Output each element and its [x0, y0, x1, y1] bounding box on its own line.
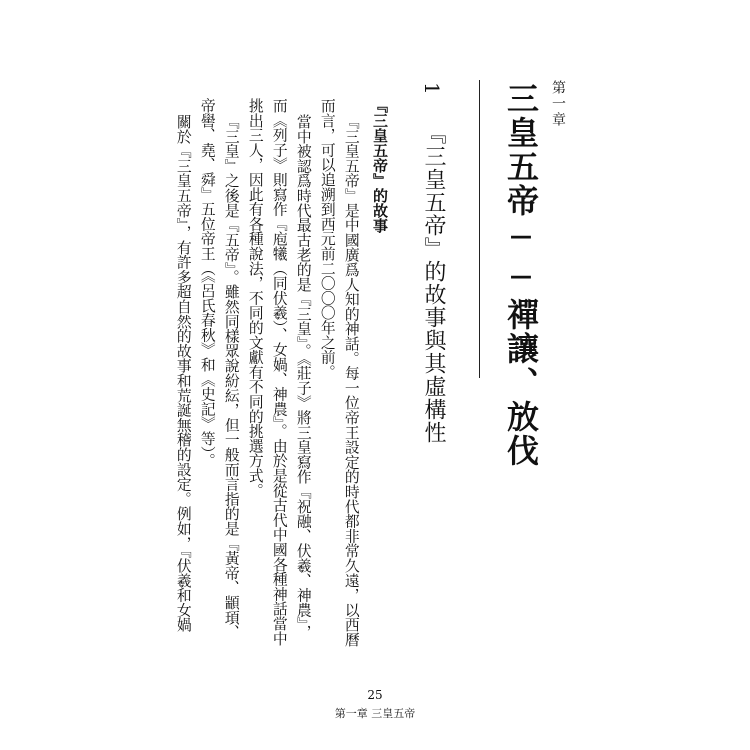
- body-line-7: 帝嚳、堯、舜』五位帝王（《呂氏春秋》和《史記》等）。: [198, 98, 216, 468]
- section-divider-rule: [479, 80, 480, 378]
- body-line-2: 而言，可以追溯到西元前二〇〇〇年之前。: [318, 98, 336, 380]
- body-line-8: 關於『三皇五帝』，有許多超自然的故事和荒誕無稽的設定。例如，『伏羲和女媧: [174, 114, 192, 632]
- body-line-4: 而《列子》則寫作『庖犧（同伏羲）、女媧、神農』。由於是從古代中國各種神話當中: [270, 98, 288, 646]
- running-head: 第一章 三皇五帝: [334, 707, 416, 720]
- body-line-6: 『三皇』之後是『五帝』。雖然同樣眾說紛紜，但一般而言指的是『黃帝、顓頊、: [222, 114, 240, 640]
- chapter-number-label: 第一章: [550, 80, 566, 128]
- chapter-title: 三皇五帝──禪讓、放伐: [502, 82, 540, 468]
- page-number: 25: [367, 688, 383, 702]
- body-line-5: 挑出三人，因此有各種說法，不同的文獻有不同的挑選方式。: [246, 98, 264, 498]
- body-line-3: 當中被認爲時代最古老的是『三皇』。《莊子》將三皇寫作『祝融、伏羲、神農』，: [294, 114, 312, 640]
- subsection-heading: 『三皇五帝』的故事: [371, 98, 389, 233]
- section-number: 1: [420, 82, 444, 95]
- body-line-1: 『三皇五帝』是中國廣爲人知的神話。每一位帝王設定的時代都非常久遠，以西曆: [342, 114, 360, 647]
- section-title: 『三皇五帝』的故事與其虛構性: [421, 122, 446, 444]
